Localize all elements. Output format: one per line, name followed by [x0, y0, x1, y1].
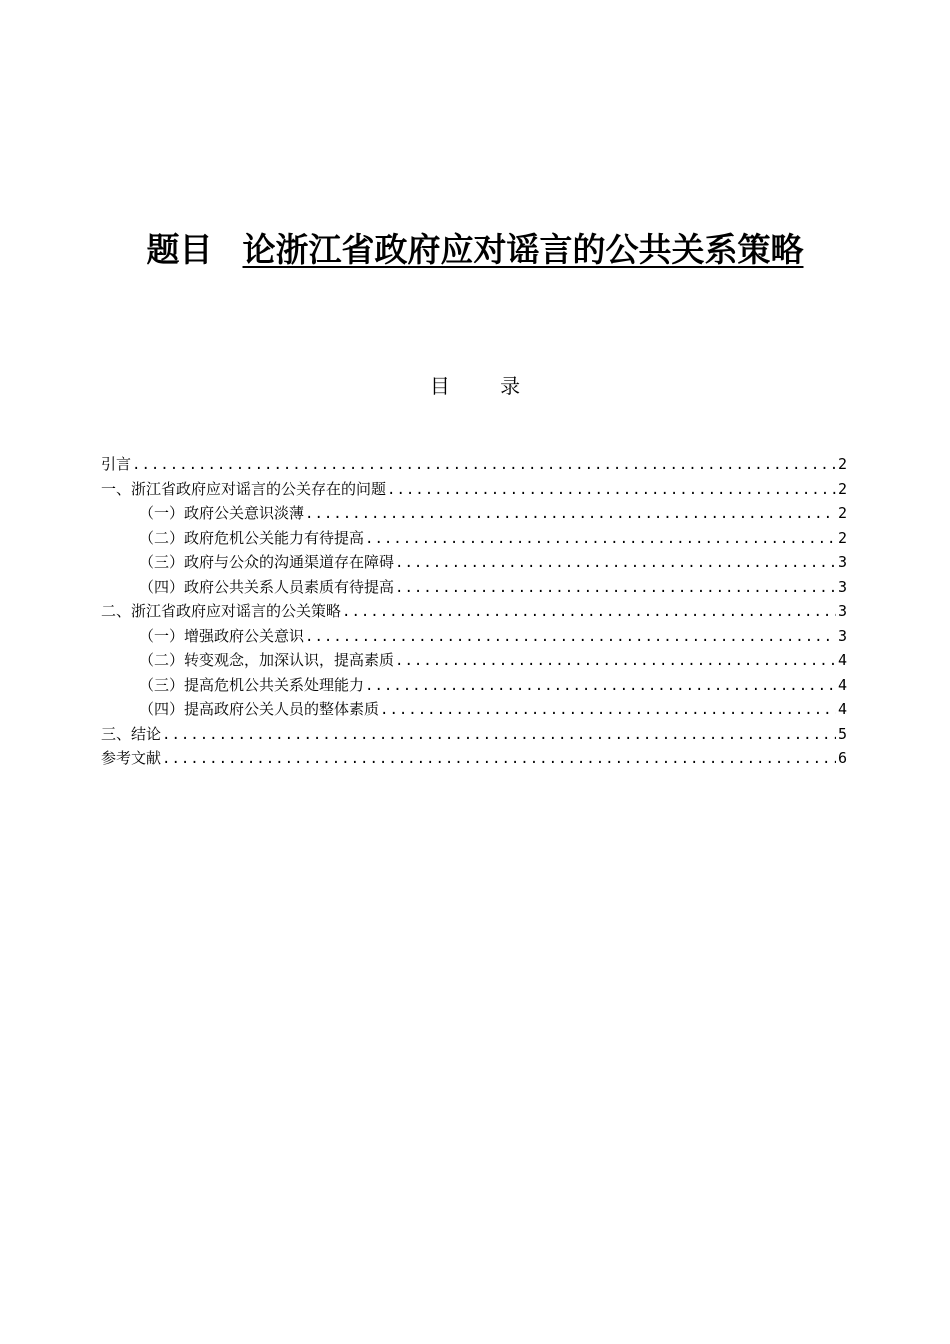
toc-entry-page: 3 — [837, 577, 847, 596]
toc-entry[interactable] — [101, 722, 847, 747]
toc-heading: 目 录 — [429, 374, 543, 398]
toc-entry-text: （一）政府公关意识淡薄 — [139, 504, 305, 522]
toc-entry-page: 3 — [837, 553, 847, 571]
toc-entry[interactable] — [101, 477, 847, 502]
toc-dot-leader — [162, 723, 836, 747]
toc-entry[interactable] — [101, 746, 847, 771]
toc-dot-leader — [342, 600, 836, 624]
toc-entry-text: （四）提高政府公关人员的整体素质 — [139, 700, 380, 718]
toc-dot-leader — [365, 527, 836, 551]
toc-entry-page: 2 — [837, 479, 847, 498]
toc-entry-page: 3 — [837, 602, 847, 620]
toc-entry[interactable] — [101, 599, 847, 624]
toc-entry-page: 4 — [837, 700, 847, 718]
toc-entry-text: 一、浙江省政府应对谣言的公关存在的问题 — [101, 479, 387, 498]
toc-entry[interactable] — [101, 452, 847, 477]
toc-dot-leader — [380, 698, 836, 722]
toc-entry-page: 3 — [837, 626, 847, 645]
toc-entry-text: 参考文献 — [101, 749, 162, 767]
toc-dot-leader — [395, 576, 836, 600]
table-of-contents — [101, 452, 847, 771]
toc-dot-leader — [132, 453, 836, 477]
title-subject: 论浙江省政府应对谣言的公共关系策略 — [242, 230, 804, 269]
toc-entry-text: （四）政府公共关系人员素质有待提高 — [139, 577, 395, 596]
toc-entry-text: 三、结论 — [101, 724, 162, 743]
toc-entry-page: 2 — [837, 455, 847, 473]
toc-entry-text: （二）政府危机公关能力有待提高 — [139, 528, 365, 547]
toc-entry[interactable] — [101, 624, 847, 649]
title-label: 题目 — [146, 230, 213, 269]
toc-dot-leader — [395, 649, 836, 673]
toc-entry-page: 5 — [837, 724, 847, 743]
toc-entry-page: 2 — [837, 528, 847, 547]
toc-entry-page: 4 — [837, 675, 847, 694]
toc-dot-leader — [387, 478, 836, 502]
toc-dot-leader — [162, 747, 836, 771]
toc-entry-text: （二）转变观念，加深认识，提高素质 — [139, 651, 395, 669]
toc-entry-page: 2 — [837, 504, 847, 522]
toc-entry[interactable] — [101, 526, 847, 551]
toc-entry-text: （三）政府与公众的沟通渠道存在障碍 — [139, 553, 395, 571]
toc-entry-text: （三）提高危机公共关系处理能力 — [139, 675, 365, 694]
toc-dot-leader — [395, 551, 836, 575]
toc-entry-text: 引言 — [101, 455, 132, 473]
toc-entry[interactable] — [101, 550, 847, 575]
toc-dot-leader — [365, 674, 836, 698]
toc-dot-leader — [305, 502, 836, 526]
toc-entry-text: （一）增强政府公关意识 — [139, 626, 305, 645]
toc-entry-page: 6 — [837, 749, 847, 767]
toc-entry[interactable] — [101, 673, 847, 698]
toc-entry-text: 二、浙江省政府应对谣言的公关策略 — [101, 602, 342, 620]
toc-entry[interactable] — [101, 697, 847, 722]
toc-entry[interactable] — [101, 575, 847, 600]
toc-entry-page: 4 — [837, 651, 847, 669]
toc-entry[interactable] — [101, 648, 847, 673]
toc-entry[interactable] — [101, 501, 847, 526]
document-title — [0, 226, 950, 274]
toc-dot-leader — [305, 625, 836, 649]
